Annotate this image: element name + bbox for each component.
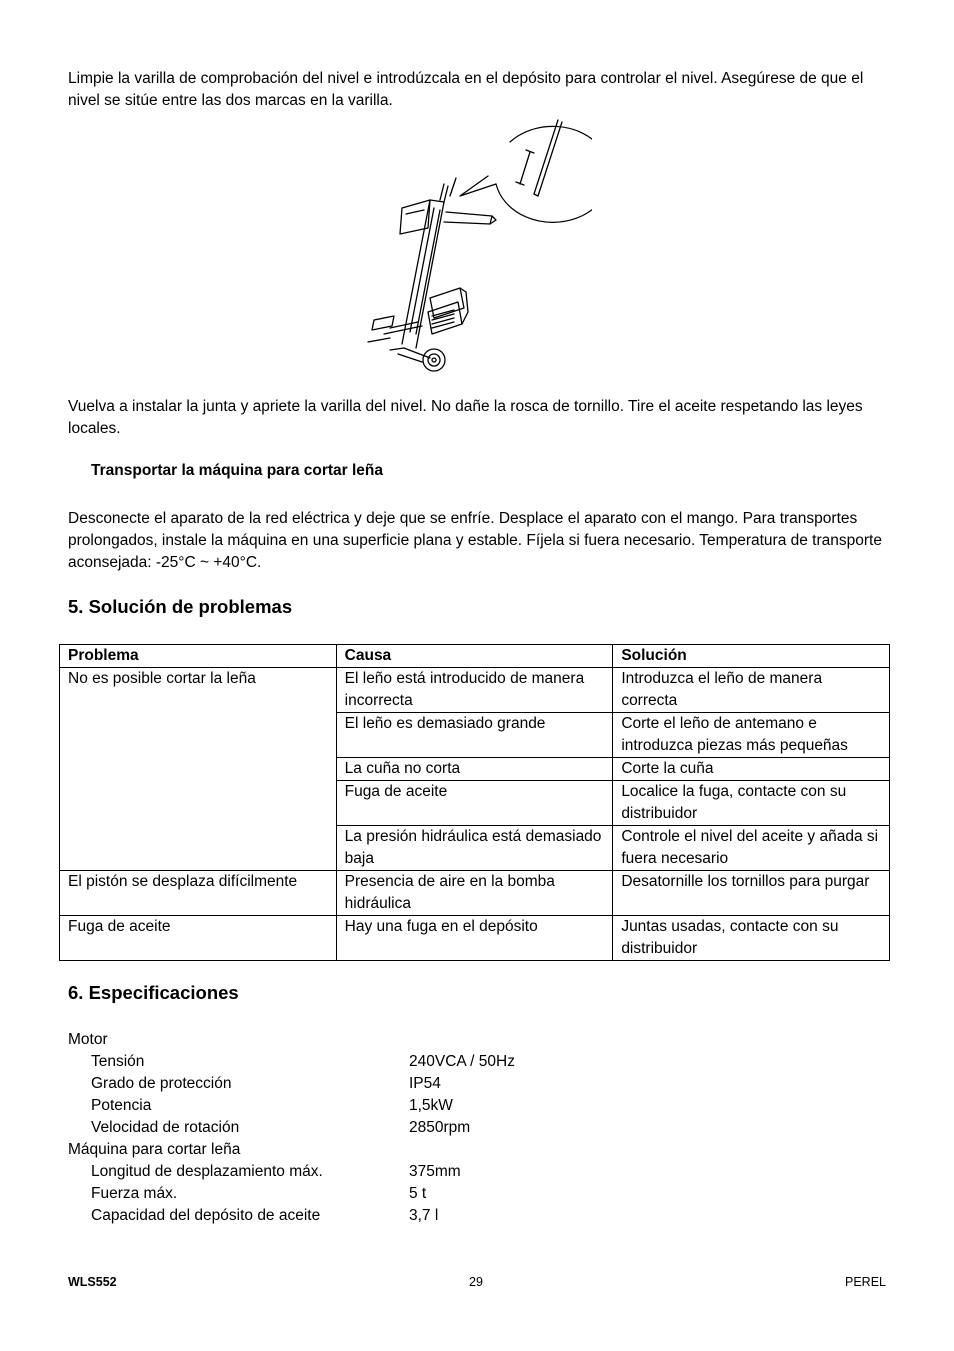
spec-label: Grado de protección bbox=[91, 1075, 232, 1092]
spec-group-title: Máquina para cortar leña bbox=[68, 1141, 241, 1158]
cause-cell: El leño es demasiado grande bbox=[336, 713, 613, 758]
solution-cell: Corte el leño de antemano e introduzca piezas más pequeñas bbox=[613, 713, 890, 758]
cause-cell: Fuga de aceite bbox=[336, 781, 613, 826]
cause-cell: El leño está introducido de manera incorrecta bbox=[336, 668, 613, 713]
solution-cell: Introduzca el leño de manera correcta bbox=[613, 668, 890, 713]
column-header-solution: Solución bbox=[613, 645, 890, 668]
spec-group-motor bbox=[68, 1029, 515, 1139]
cause-cell: La cuña no corta bbox=[336, 758, 613, 781]
spec-row bbox=[68, 1095, 515, 1117]
spec-value: 2850rpm bbox=[409, 1119, 471, 1136]
problem-cell: El pistón se desplaza difícilmente bbox=[60, 871, 337, 916]
spec-label: Capacidad del depósito de aceite bbox=[91, 1207, 321, 1224]
solution-cell: Localice la fuga, contacte con su distribuidor bbox=[613, 781, 890, 826]
table-header-row bbox=[60, 645, 890, 668]
spec-value: 5 t bbox=[409, 1185, 427, 1202]
spec-value: 1,5kW bbox=[409, 1097, 453, 1114]
spec-group-title: Motor bbox=[68, 1031, 108, 1048]
spec-label: Velocidad de rotación bbox=[91, 1119, 240, 1136]
spec-row bbox=[68, 1051, 515, 1073]
spec-row bbox=[68, 1117, 515, 1139]
spec-row bbox=[68, 1073, 515, 1095]
spec-group-log-splitter bbox=[68, 1139, 515, 1227]
spec-label: Longitud de desplazamiento máx. bbox=[91, 1163, 323, 1180]
spec-value: IP54 bbox=[409, 1075, 441, 1092]
spec-row bbox=[68, 1161, 515, 1183]
footer-page-number: 29 bbox=[469, 1275, 483, 1289]
spec-label: Fuerza máx. bbox=[91, 1185, 178, 1202]
transport-heading: Transportar la máquina para cortar leña bbox=[91, 462, 384, 479]
troubleshooting-table bbox=[59, 644, 890, 961]
spec-value: 375mm bbox=[409, 1163, 461, 1180]
solution-cell: Desatornille los tornillos para purgar bbox=[613, 871, 890, 916]
column-header-problem: Problema bbox=[60, 645, 337, 668]
spec-label: Tensión bbox=[91, 1053, 145, 1070]
transport-paragraph: Desconecte el aparato de la red eléctrica y deje que se enfríe. Desplace el aparato con el mango. Para transportes prolongados, instale la máquina en una superficie plana y estable. Fíjela si fuera necesario. Temperatura de transporte aconsejada: -25°C ~ +40°C. bbox=[68, 510, 882, 571]
spec-value: 3,7 l bbox=[409, 1207, 439, 1224]
reinstall-paragraph: Vuelva a instalar la junta y apriete la varilla del nivel. No dañe la rosca de tornillo. Tire el aceite respetando las leyes locales. bbox=[68, 398, 863, 437]
cause-cell: La presión hidráulica está demasiado baja bbox=[336, 826, 613, 871]
table-row bbox=[60, 871, 890, 916]
intro-paragraph: Limpie la varilla de comprobación del nivel e introdúzcala en el depósito para controlar el nivel. Asegúrese de que el nivel se sitúe entre las dos marcas en la varilla. bbox=[68, 70, 864, 109]
solution-cell: Corte la cuña bbox=[613, 758, 890, 781]
solution-cell: Juntas usadas, contacte con su distribuidor bbox=[613, 916, 890, 961]
spec-value: 240VCA / 50Hz bbox=[409, 1053, 515, 1070]
column-header-cause: Causa bbox=[336, 645, 613, 668]
table-row bbox=[60, 916, 890, 961]
troubleshooting-heading: 5. Solución de problemas bbox=[68, 596, 293, 617]
problem-cell: No es posible cortar la leña bbox=[60, 668, 337, 871]
footer-model: WLS552 bbox=[68, 1275, 117, 1289]
footer-brand: PEREL bbox=[845, 1275, 886, 1289]
specifications-list bbox=[68, 1029, 515, 1227]
specifications-heading: 6. Especificaciones bbox=[68, 982, 239, 1003]
solution-cell: Controle el nivel del aceite y añada si fuera necesario bbox=[613, 826, 890, 871]
spec-row bbox=[68, 1205, 515, 1227]
dipstick-illustration bbox=[360, 112, 592, 376]
spec-row bbox=[68, 1183, 515, 1205]
table-row bbox=[60, 668, 890, 713]
cause-cell: Presencia de aire en la bomba hidráulica bbox=[336, 871, 613, 916]
problem-cell: Fuga de aceite bbox=[60, 916, 337, 961]
cause-cell: Hay una fuga en el depósito bbox=[336, 916, 613, 961]
spec-label: Potencia bbox=[91, 1097, 152, 1114]
